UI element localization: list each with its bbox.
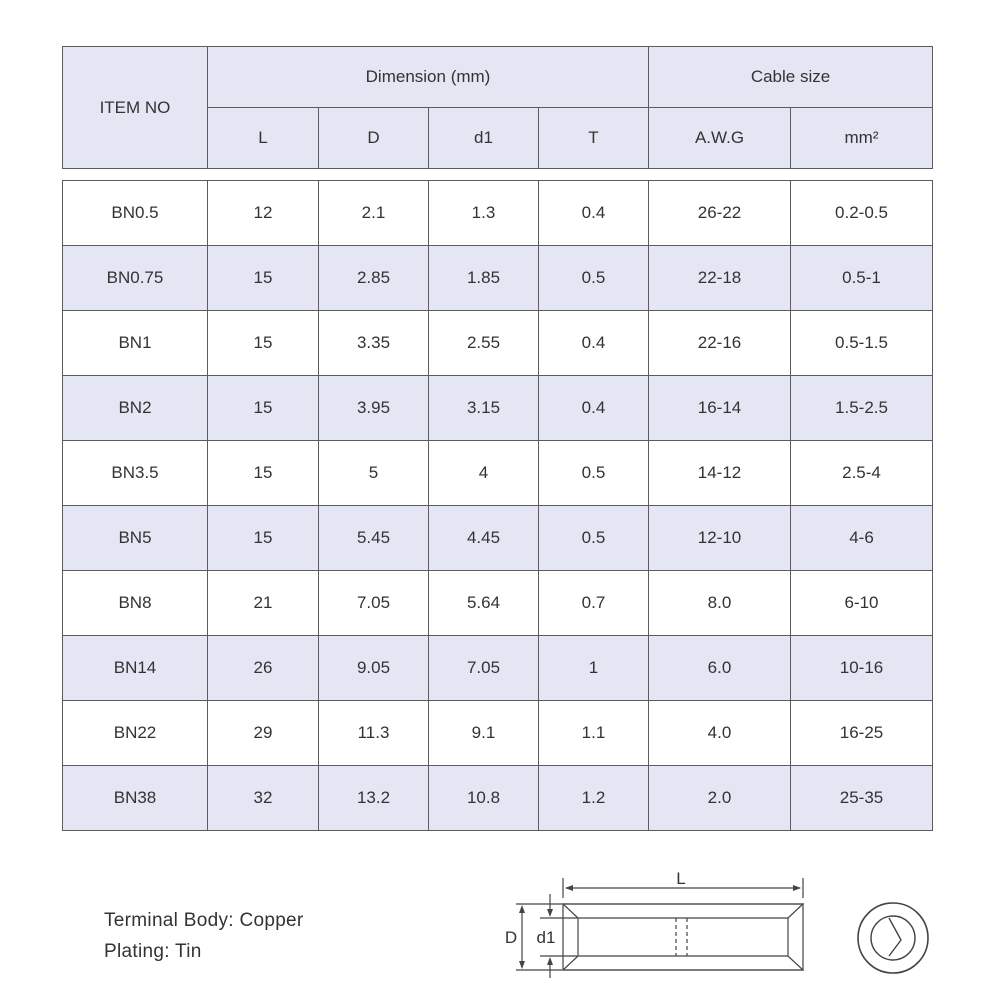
cell-t: 0.7 xyxy=(539,571,649,636)
cell-item-no: BN3.5 xyxy=(63,441,208,506)
cell-awg: 8.0 xyxy=(649,571,791,636)
inner-diameter-label: d1 xyxy=(536,928,556,947)
cell-d1: 1.85 xyxy=(429,246,539,311)
cell-mm2: 16-25 xyxy=(791,701,933,766)
table-body xyxy=(62,180,933,831)
cell-d1: 1.3 xyxy=(429,181,539,246)
cell-mm2: 10-16 xyxy=(791,636,933,701)
cell-d: 3.35 xyxy=(319,311,429,376)
cell-l: 26 xyxy=(208,636,319,701)
butt-connector-diagram xyxy=(490,868,820,980)
cell-item-no: BN14 xyxy=(63,636,208,701)
header-col-t: T xyxy=(539,108,649,169)
header-col-awg: A.W.G xyxy=(649,108,791,169)
cell-mm2: 25-35 xyxy=(791,766,933,831)
length-label: L xyxy=(676,869,686,888)
table-row xyxy=(63,181,933,246)
cell-l: 15 xyxy=(208,376,319,441)
material-notes xyxy=(104,905,304,967)
cell-l: 21 xyxy=(208,571,319,636)
cell-d1: 3.15 xyxy=(429,376,539,441)
cell-item-no: BN38 xyxy=(63,766,208,831)
outer-diameter-label: D xyxy=(504,928,518,947)
cell-item-no: BN0.5 xyxy=(63,181,208,246)
outer-arrow-bottom xyxy=(519,961,525,969)
cell-t: 0.4 xyxy=(539,311,649,376)
connector-outer-body xyxy=(563,904,803,970)
cell-d1: 2.55 xyxy=(429,311,539,376)
cell-item-no: BN1 xyxy=(63,311,208,376)
cell-t: 1 xyxy=(539,636,649,701)
cell-d: 13.2 xyxy=(319,766,429,831)
cell-mm2: 2.5-4 xyxy=(791,441,933,506)
header-col-d1: d1 xyxy=(429,108,539,169)
connector-top-chamfer xyxy=(563,904,803,918)
length-arrow-right xyxy=(793,885,801,891)
table-row xyxy=(63,311,933,376)
cell-awg: 16-14 xyxy=(649,376,791,441)
cell-mm2: 1.5-2.5 xyxy=(791,376,933,441)
table-row xyxy=(63,376,933,441)
cell-mm2: 0.5-1.5 xyxy=(791,311,933,376)
table-row xyxy=(63,766,933,831)
inner-arrow-bottom xyxy=(547,957,553,965)
table-row xyxy=(63,571,933,636)
cell-l: 32 xyxy=(208,766,319,831)
cell-awg: 14-12 xyxy=(649,441,791,506)
header-dimension-group: Dimension (mm) xyxy=(208,47,649,108)
plating-note: Plating: Tin xyxy=(104,941,202,962)
cell-item-no: BN0.75 xyxy=(63,246,208,311)
cell-item-no: BN5 xyxy=(63,506,208,571)
cell-awg: 6.0 xyxy=(649,636,791,701)
cell-item-no: BN8 xyxy=(63,571,208,636)
cell-l: 15 xyxy=(208,506,319,571)
cell-d: 3.95 xyxy=(319,376,429,441)
cell-d1: 5.64 xyxy=(429,571,539,636)
cell-l: 12 xyxy=(208,181,319,246)
table-row xyxy=(63,441,933,506)
cell-l: 29 xyxy=(208,701,319,766)
cell-d1: 9.1 xyxy=(429,701,539,766)
cell-awg: 12-10 xyxy=(649,506,791,571)
cell-d: 2.1 xyxy=(319,181,429,246)
cell-d1: 7.05 xyxy=(429,636,539,701)
cell-l: 15 xyxy=(208,246,319,311)
length-arrow-left xyxy=(565,885,573,891)
cell-t: 0.5 xyxy=(539,246,649,311)
connector-bottom-chamfer xyxy=(563,956,803,970)
header-item-no: ITEM NO xyxy=(63,47,208,169)
cell-d: 11.3 xyxy=(319,701,429,766)
table-row xyxy=(63,506,933,571)
header-col-mm2: mm² xyxy=(791,108,933,169)
connector-end-view-icon xyxy=(853,898,933,978)
cell-mm2: 4-6 xyxy=(791,506,933,571)
cell-awg: 26-22 xyxy=(649,181,791,246)
cell-t: 1.1 xyxy=(539,701,649,766)
cell-d: 5.45 xyxy=(319,506,429,571)
cell-item-no: BN22 xyxy=(63,701,208,766)
cell-d1: 4.45 xyxy=(429,506,539,571)
header-col-l: L xyxy=(208,108,319,169)
cell-awg: 22-18 xyxy=(649,246,791,311)
cell-d1: 4 xyxy=(429,441,539,506)
cell-mm2: 6-10 xyxy=(791,571,933,636)
cell-mm2: 0.2-0.5 xyxy=(791,181,933,246)
cell-d: 2.85 xyxy=(319,246,429,311)
cell-t: 1.2 xyxy=(539,766,649,831)
cell-d1: 10.8 xyxy=(429,766,539,831)
cell-t: 0.4 xyxy=(539,376,649,441)
header-cable-size-group: Cable size xyxy=(649,47,933,108)
table-row xyxy=(63,636,933,701)
cell-t: 0.5 xyxy=(539,441,649,506)
cell-d: 9.05 xyxy=(319,636,429,701)
table-row xyxy=(63,246,933,311)
outer-arrow-top xyxy=(519,905,525,913)
inner-arrow-top xyxy=(547,909,553,917)
cell-t: 0.4 xyxy=(539,181,649,246)
cell-d: 7.05 xyxy=(319,571,429,636)
cell-awg: 2.0 xyxy=(649,766,791,831)
cell-item-no: BN2 xyxy=(63,376,208,441)
cell-t: 0.5 xyxy=(539,506,649,571)
cell-awg: 4.0 xyxy=(649,701,791,766)
table-header xyxy=(62,46,933,169)
cell-l: 15 xyxy=(208,441,319,506)
table-row xyxy=(63,701,933,766)
terminal-body-note: Terminal Body: Copper xyxy=(104,910,304,931)
cell-awg: 22-16 xyxy=(649,311,791,376)
cell-mm2: 0.5-1 xyxy=(791,246,933,311)
header-col-d: D xyxy=(319,108,429,169)
cell-l: 15 xyxy=(208,311,319,376)
cell-d: 5 xyxy=(319,441,429,506)
